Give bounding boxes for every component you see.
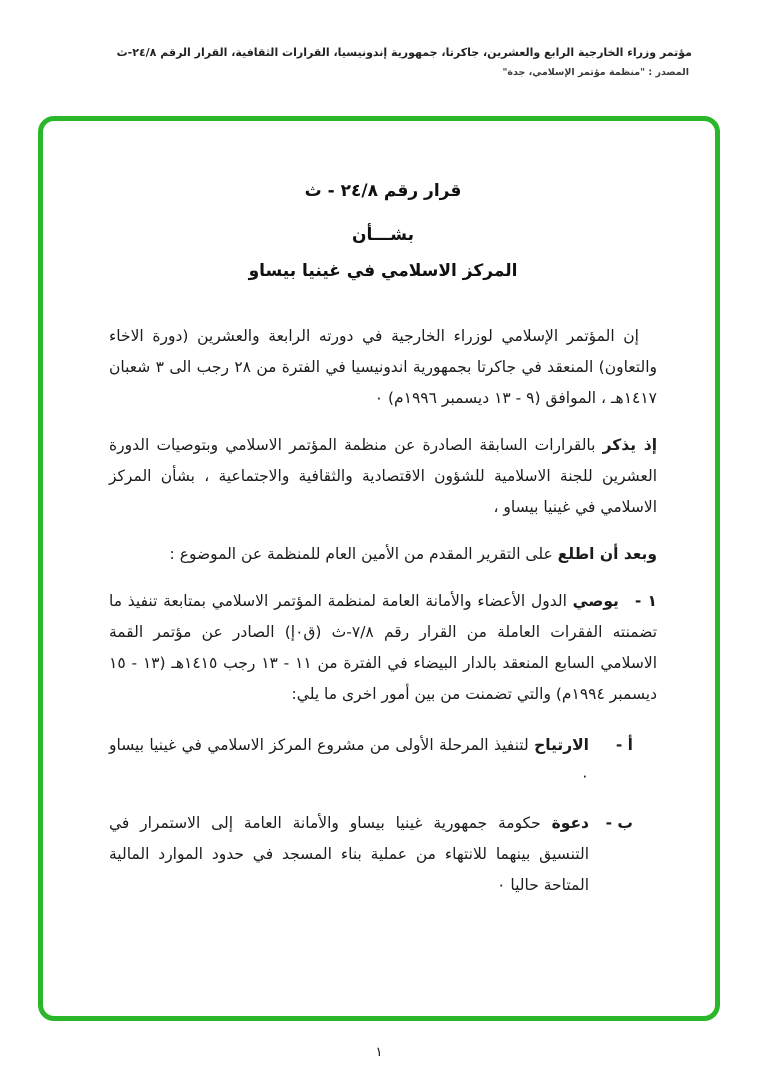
resolution-number-title: قرار رقم ٢٤/٨ - ث (304, 181, 462, 201)
recall-text: بالقرارات السابقة الصادرة عن منظمة المؤتمر الاسلامي وبتوصيات الدورة العشرين للجنة الاسلامية للشؤون الاقتصادية والثقافية والاجتماعية ، بشأن المركز الاسلامي في غينيا بيساو ، (109, 436, 657, 516)
subitem-a (109, 730, 633, 792)
subitem-a-text: لتنفيذ المرحلة الأولى من مشروع المركز الاسلامي في غينيا بيساو ٠ (109, 736, 589, 785)
report-text: على التقرير المقدم من الأمين العام للمنظمة عن الموضوع : (169, 545, 558, 563)
header-citation: مؤتمر وزراء الخارجية الرابع والعشرين، جاكرتا، جمهورية إندونيسيا، القرارات الثقافية، القرار الرقم ٢٤/٨-ث (116, 46, 692, 59)
subitem-a-lead: الارتياح (534, 736, 589, 754)
title-regarding: بشـــأن (351, 225, 414, 245)
page-number: ١ (375, 1045, 383, 1060)
report-lead: وبعد أن اطلع (557, 545, 657, 563)
document-content (43, 121, 715, 901)
subitem-b-body (109, 808, 589, 901)
subitem-b (109, 808, 633, 901)
numbered-item-1 (109, 586, 657, 710)
preamble-text: إن المؤتمر الإسلامي لوزراء الخارجية في دورته الرابعة والعشرين (دورة الاخاء والتعاون) المنعقد في جاكرتا بجمهورية اندونيسيا في الفترة من ٢٨ رجب الى ٣ شعبان ١٤١٧هـ ، الموافق (٩ - ١٣ ديسمبر ١٩٩٦م) ٠ (109, 327, 657, 407)
item-1-text: الدول الأعضاء والأمانة العامة لمنظمة المؤتمر الاسلامي بمتابعة تنفيذ ما تضمنته الفقرات العاملة من القرار رقم ٧/٨-ث (ق٠إ) الصادر عن مؤتمر القمة الاسلامي السابع المنعقد بالدار البيضاء في الفترة من ١١ - ١٣ رجب ١٤١٥هـ (١٣ - ١٥ ديسمبر ١٩٩٤م) والتي تضمنت من بين أمور اخرى ما يلي: (109, 592, 658, 703)
subitem-b-marker: ب - (605, 814, 633, 832)
subitem-a-marker: أ - (615, 736, 633, 754)
green-border-frame (38, 116, 720, 1021)
subitem-b-text: حكومة جمهورية غينيا بيساو والأمانة العامة إلى الاستمرار في التنسيق بينهما للانتهاء من عملية بناء المسجد في حدود الموارد المالية المتاحة حاليا ٠ (109, 814, 589, 894)
subitem-a-body (109, 730, 589, 792)
header-source: المصدر : "منظمة مؤتمر الإسلامي، جدة" (502, 67, 689, 78)
document-header (58, 46, 692, 78)
recall-paragraph (109, 430, 657, 523)
item-1-marker: ١ - (634, 592, 657, 610)
subitem-b-lead: دعوة (551, 814, 589, 832)
report-paragraph (109, 539, 657, 570)
preamble-paragraph (109, 321, 657, 414)
recall-lead: إذ يذكر (602, 436, 658, 454)
title-subject: المركز الاسلامي في غينيا بيساو (248, 261, 518, 281)
item-1-lead: يوصي (572, 592, 619, 610)
